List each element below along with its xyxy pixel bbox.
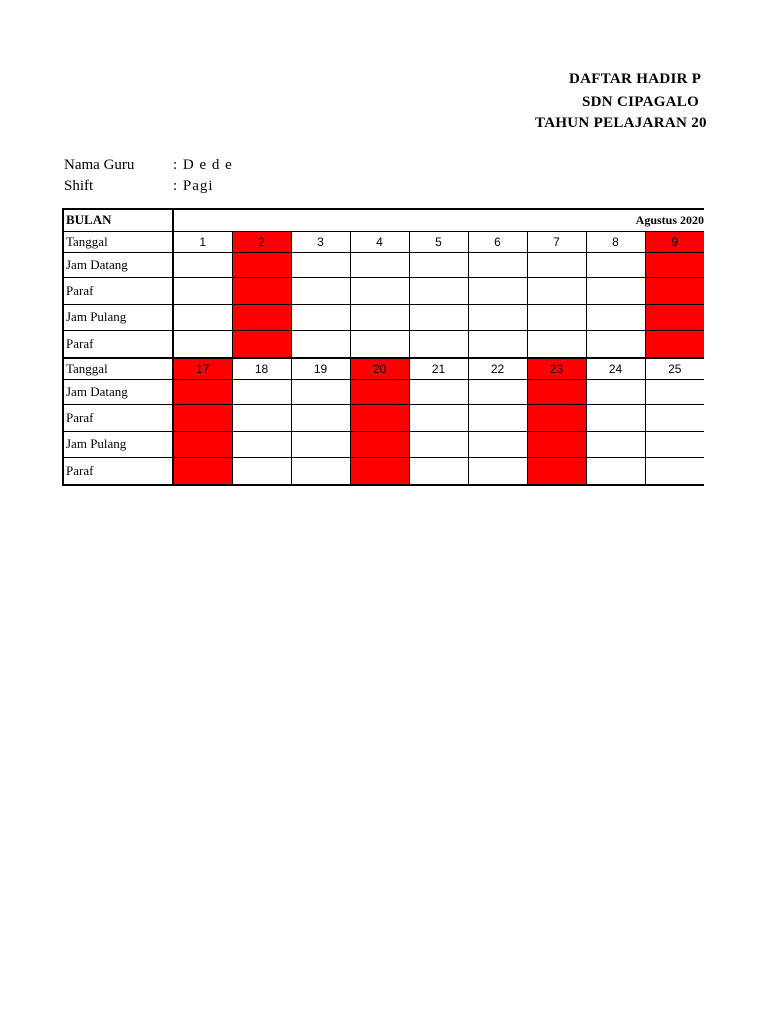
attendance-cell: [527, 304, 586, 330]
date-cell: 8: [586, 231, 645, 252]
attendance-cell: [291, 379, 350, 404]
attendance-cell: [173, 457, 232, 485]
attendance-cell: [586, 379, 645, 404]
row-label: Paraf: [63, 404, 173, 431]
tanggal-label: Tanggal: [63, 358, 173, 379]
attendance-cell: [527, 379, 586, 404]
attendance-cell: [350, 304, 409, 330]
attendance-cell: [409, 404, 468, 431]
attendance-cell: [645, 277, 704, 304]
attendance-cell: [645, 304, 704, 330]
attendance-cell: [527, 404, 586, 431]
attendance-cell: [232, 304, 291, 330]
attendance-cell: [291, 431, 350, 457]
shift-label: Shift: [64, 178, 94, 194]
date-cell: 17: [173, 358, 232, 379]
row-label: Paraf: [63, 277, 173, 304]
tanggal-label: Tanggal: [63, 231, 173, 252]
attendance-cell: [586, 304, 645, 330]
attendance-cell: [645, 431, 704, 457]
attendance-cell: [527, 330, 586, 358]
row-label: Jam Datang: [63, 379, 173, 404]
attendance-cell: [527, 252, 586, 277]
school-name: SDN CIPAGALO: [582, 94, 700, 110]
date-cell: 3: [291, 231, 350, 252]
academic-year: TAHUN PELAJARAN 20: [535, 115, 707, 131]
attendance-cell: [586, 404, 645, 431]
date-cell: 24: [586, 358, 645, 379]
attendance-cell: [586, 457, 645, 485]
attendance-cell: [527, 277, 586, 304]
attendance-cell: [645, 457, 704, 485]
attendance-cell: [409, 379, 468, 404]
attendance-cell: [232, 431, 291, 457]
bulan-label: BULAN: [63, 209, 173, 231]
month-value: Agustus 2020: [173, 209, 704, 231]
date-cell: 1: [173, 231, 232, 252]
attendance-cell: [173, 379, 232, 404]
attendance-cell: [232, 457, 291, 485]
attendance-cell: [409, 277, 468, 304]
date-cell: 18: [232, 358, 291, 379]
row-label: Paraf: [63, 457, 173, 485]
attendance-cell: [291, 304, 350, 330]
date-cell: 9: [645, 231, 704, 252]
attendance-cell: [586, 277, 645, 304]
date-cell: 7: [527, 231, 586, 252]
nama-guru-label: Nama Guru: [64, 157, 135, 173]
attendance-cell: [350, 431, 409, 457]
date-cell: 22: [468, 358, 527, 379]
date-cell: 23: [527, 358, 586, 379]
attendance-cell: [350, 277, 409, 304]
date-cell: 6: [468, 231, 527, 252]
attendance-cell: [645, 330, 704, 358]
date-cell: 19: [291, 358, 350, 379]
attendance-cell: [173, 431, 232, 457]
attendance-cell: [468, 404, 527, 431]
attendance-cell: [350, 330, 409, 358]
date-cell: 5: [409, 231, 468, 252]
attendance-cell: [468, 252, 527, 277]
attendance-cell: [232, 252, 291, 277]
shift-value: : Pagi: [173, 178, 214, 194]
attendance-cell: [645, 379, 704, 404]
attendance-table: [62, 208, 704, 486]
row-label: Jam Pulang: [63, 431, 173, 457]
attendance-cell: [173, 330, 232, 358]
attendance-cell: [409, 304, 468, 330]
attendance-cell: [291, 330, 350, 358]
attendance-cell: [409, 431, 468, 457]
attendance-cell: [232, 379, 291, 404]
attendance-cell: [409, 252, 468, 277]
attendance-cell: [173, 252, 232, 277]
row-label: Jam Pulang: [63, 304, 173, 330]
attendance-cell: [409, 330, 468, 358]
attendance-cell: [291, 457, 350, 485]
attendance-cell: [232, 277, 291, 304]
attendance-cell: [468, 379, 527, 404]
attendance-cell: [468, 304, 527, 330]
attendance-cell: [350, 379, 409, 404]
attendance-cell: [232, 404, 291, 431]
attendance-cell: [350, 252, 409, 277]
attendance-cell: [468, 457, 527, 485]
attendance-cell: [586, 330, 645, 358]
nama-guru-value: : D e d e: [173, 157, 233, 173]
attendance-cell: [468, 330, 527, 358]
attendance-cell: [291, 277, 350, 304]
attendance-cell: [291, 252, 350, 277]
attendance-cell: [645, 252, 704, 277]
document-title: DAFTAR HADIR P: [569, 71, 702, 87]
attendance-cell: [586, 252, 645, 277]
row-label: Jam Datang: [63, 252, 173, 277]
date-cell: 21: [409, 358, 468, 379]
attendance-cell: [527, 457, 586, 485]
attendance-cell: [468, 277, 527, 304]
attendance-cell: [527, 431, 586, 457]
attendance-cell: [468, 431, 527, 457]
attendance-cell: [409, 457, 468, 485]
date-cell: 4: [350, 231, 409, 252]
date-cell: 2: [232, 231, 291, 252]
row-label: Paraf: [63, 330, 173, 358]
attendance-cell: [173, 404, 232, 431]
attendance-cell: [350, 404, 409, 431]
date-cell: 25: [645, 358, 704, 379]
attendance-cell: [173, 277, 232, 304]
attendance-cell: [645, 404, 704, 431]
attendance-cell: [350, 457, 409, 485]
date-cell: 20: [350, 358, 409, 379]
attendance-cell: [173, 304, 232, 330]
attendance-cell: [232, 330, 291, 358]
attendance-cell: [586, 431, 645, 457]
attendance-cell: [291, 404, 350, 431]
